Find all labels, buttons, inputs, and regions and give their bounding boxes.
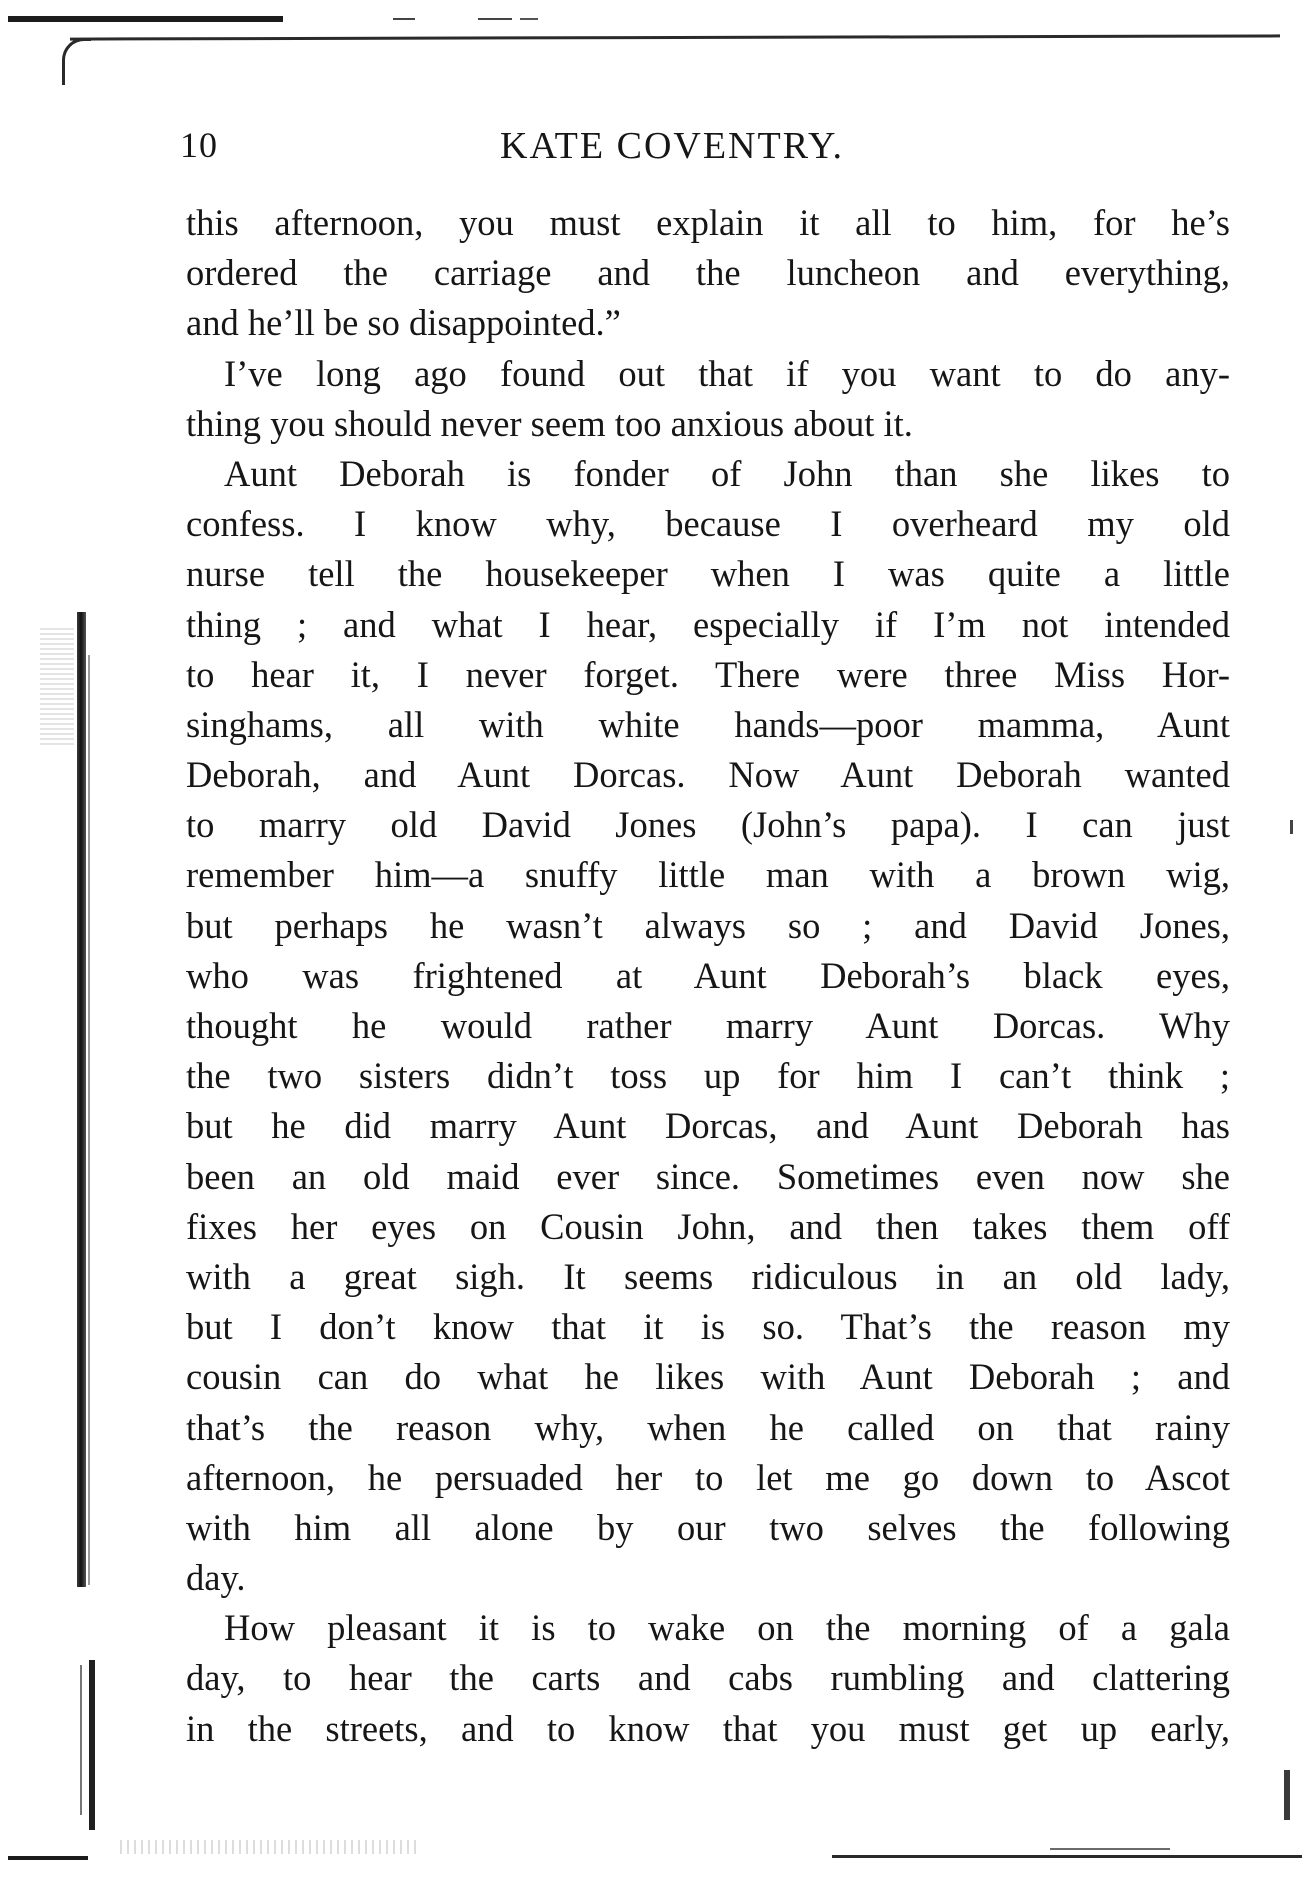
text-line: the two sisters didn’t toss up for him I can’t think ; [186,1055,1230,1097]
text-line: this afternoon, you must explain it all to him, for he’s [186,202,1230,243]
scan-edge-top [70,34,1280,40]
scan-edge-top-left [8,16,283,22]
text-line: but he did marry Aunt Dorcas, and Aunt Deborah has [186,1105,1230,1147]
scan-smudge [120,1840,420,1854]
binding-shadow [77,612,86,1587]
scan-dash [478,18,512,20]
text-line: nurse tell the housekeeper when I was quite a little [186,553,1230,595]
scan-mark [1290,820,1293,834]
text-line: confess. I know why, because I overheard my old [186,503,1230,545]
text-line: and he’ll be so disappointed.” [186,302,621,344]
text-line: that’s the reason why, when he called on that rainy [186,1406,1230,1448]
text-line: How pleasant it is to wake on the morning of a gala [224,1607,1230,1649]
text-line: singhams, all with white hands—poor mamma, Aunt [186,703,1230,745]
scan-mark [1284,1770,1290,1820]
scan-edge-bottom-left [8,1856,88,1860]
binding-shadow-lower [89,1660,95,1830]
text-line: but perhaps he wasn’t always so ; and David Jones, [186,904,1230,946]
text-line: thing you should never seem too anxious about it. [186,402,913,444]
page-number: 10 [180,125,218,165]
scan-edge-bottom [832,1855,1302,1858]
text-line: thought he would rather marry Aunt Dorcas. Why [186,1005,1230,1046]
text-line: remember him—a snuffy little man with a brown wig, [186,854,1230,896]
scan-corner-curl [62,38,91,85]
text-line: afternoon, he persuaded her to let me go down to Ascot [186,1456,1230,1498]
text-line: day, to hear the carts and cabs rumbling and clattering [186,1657,1230,1699]
text-line: in the streets, and to know that you must get up early, [186,1707,1230,1749]
text-line: but I don’t know that it is so. That’s the reason my [186,1306,1230,1348]
text-line: to marry old David Jones (John’s papa). I can just [186,804,1230,846]
scan-dash [520,18,538,20]
running-head [180,124,1230,174]
text-line: to hear it, I never forget. There were three Miss Hor- [186,653,1230,695]
text-line: who was frightened at Aunt Deborah’s black eyes, [186,954,1230,996]
binding-shadow-edge [88,655,90,1585]
scan-dash [393,18,415,20]
text-line: ordered the carriage and the luncheon and everything, [186,252,1230,294]
text-line: fixes her eyes on Cousin John, and then takes them off [186,1205,1230,1247]
text-line: day. [186,1557,246,1599]
text-line: Deborah, and Aunt Dorcas. Now Aunt Deborah wanted [186,754,1230,796]
running-title: KATE COVENTRY. [500,125,844,167]
text-line: Aunt Deborah is fonder of John than she likes to [224,452,1230,494]
scan-edge-bottom-inner [1050,1848,1170,1850]
binding-shadow-lower-edge [80,1665,82,1815]
text-line: cousin can do what he likes with Aunt Deborah ; and [186,1356,1230,1398]
text-line: I’ve long ago found out that if you want to do any- [224,352,1230,394]
scan-speckle [40,625,74,745]
body-text [186,198,1230,1754]
text-line: with a great sigh. It seems ridiculous in an old lady, [186,1255,1230,1297]
text-line: with him all alone by our two selves the following [186,1506,1230,1548]
text-line: thing ; and what I hear, especially if I’m not intended [186,603,1230,645]
text-line: been an old maid ever since. Sometimes even now she [186,1155,1230,1197]
